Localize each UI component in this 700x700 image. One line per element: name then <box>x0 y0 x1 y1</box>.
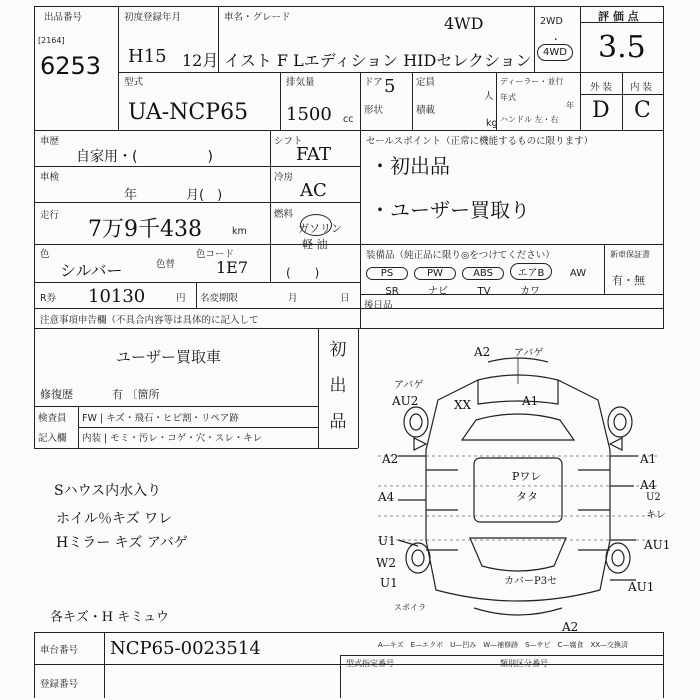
recycle-label: R券 <box>40 293 57 304</box>
name-change-day: 日 <box>340 293 350 304</box>
model-year-label: 年式 <box>500 93 516 102</box>
damage-right-kire: キレ <box>646 510 666 521</box>
inspection-month: 月( ) <box>186 188 223 203</box>
inspector-label-2: 記入欄 <box>38 433 67 444</box>
equipment-item: PS <box>366 267 408 280</box>
lot-label: 出品番号 <box>44 12 83 23</box>
int-value: C <box>634 98 651 123</box>
carname-value: イスト F Lエディション HIDセレクション <box>224 51 532 70</box>
damage-top-right: アバゲ <box>514 348 544 359</box>
shape-label: 形状 <box>364 105 384 116</box>
sales-point-1: ・初出品 <box>370 154 450 178</box>
model-value: UA-NCP65 <box>128 100 249 125</box>
damage-left-upper-code: AU2 <box>392 394 419 408</box>
damage-legend: A—キズ E—エクボ U—凹み W—補修跡 S—サビ C—腐食 XX—交換済 <box>378 641 629 649</box>
sales-point-2: ・ユーザー買取り <box>370 198 530 222</box>
cc-unit: cc <box>343 114 354 125</box>
damage-left-u1: U1 <box>378 534 396 548</box>
cc-value: 1500 <box>286 104 332 125</box>
damage-left-w2: W2 <box>376 556 396 570</box>
ac-label: 冷房 <box>274 172 294 183</box>
damage-left-upper-x: XX <box>454 398 472 412</box>
fuel-diesel: 軽 油 <box>302 238 328 251</box>
damage-front: A1 <box>522 394 539 408</box>
damage-bottom: A2 <box>562 620 579 634</box>
damage-right-u2: U2 <box>646 492 661 503</box>
damage-right-au1: AU1 <box>644 538 671 552</box>
inspection-label: 車検 <box>40 172 60 183</box>
drive-dot: ・ <box>551 35 561 46</box>
shift-label: シフト <box>274 136 303 147</box>
damage-rear-cover: カバーP3セ <box>504 576 558 587</box>
carname-label: 車名・グレード <box>224 12 291 23</box>
inspector-row-2: 内装 | モミ・汚レ・コゲ・穴・スレ・キレ <box>82 433 263 444</box>
handwritten-note-1: Sハウス内水入り <box>54 483 162 499</box>
chassis-value: NCP65-0023514 <box>110 638 261 659</box>
color-paren: ( ) <box>286 266 320 280</box>
inspection-year: 年 <box>124 188 138 203</box>
stamp-char-2: 出 <box>329 376 347 396</box>
equipment-item: カワ <box>520 286 540 297</box>
equipment-item: PW <box>414 267 456 280</box>
ac-value: AC <box>300 180 327 201</box>
lot-code: [2164] <box>38 36 65 45</box>
recycle-value: 10130 <box>88 286 146 307</box>
handle-label: ハンドル 左・右 <box>500 115 559 124</box>
inspector-row-1: FW | キズ・飛石・ヒビ割・リペア跡 <box>82 413 239 424</box>
first-listing-stamp <box>320 332 356 444</box>
fuel-circle <box>300 214 332 236</box>
dealer-label: ディーラー・並行 <box>500 77 564 86</box>
repair-label: 修復歴 <box>40 388 73 401</box>
equipment-item: TV <box>477 286 491 297</box>
load-label: 積載 <box>416 105 436 116</box>
equipment-item: エアB <box>510 263 552 280</box>
rating-label: 評 価 点 <box>598 10 639 23</box>
accessories-label: 後日品 <box>364 300 393 311</box>
capacity-unit: 人 <box>484 91 494 102</box>
handwritten-note-4: 各キズ・H キミュウ <box>50 610 169 625</box>
model-label: 型式 <box>124 77 144 88</box>
damage-right-a4: A4 <box>640 478 657 492</box>
equipment-row-1 <box>366 261 604 280</box>
color-value: シルバー <box>60 261 123 280</box>
history-value: 自家用・( ) <box>76 149 213 165</box>
warranty-value: 有・無 <box>612 274 645 287</box>
lot-number: 6253 <box>40 52 102 80</box>
drive-4wd: 4WD <box>537 44 573 61</box>
int-label: 内 装 <box>630 82 653 93</box>
equipment-item: ナビ <box>428 286 448 297</box>
capacity-label: 定員 <box>416 77 436 88</box>
color-code-label: 色コード <box>196 249 235 260</box>
color-change-label: 色替 <box>156 259 176 270</box>
damage-right-a1: A1 <box>640 452 657 466</box>
drive-value: 4WD <box>444 14 484 33</box>
rating-value: 3.5 <box>598 30 646 65</box>
type-designation-label: 型式指定番号 <box>346 659 394 668</box>
registration-label: 登録番号 <box>40 679 79 690</box>
notes-label: 注意事項申告欄（不具合内容等は具体的に記入して <box>40 315 259 326</box>
damage-center-2: タタ <box>516 490 538 503</box>
damage-left-a4: A4 <box>378 490 395 504</box>
name-change-label: 名変期限 <box>200 293 239 304</box>
first-reg-month: 12月 <box>182 51 219 70</box>
equipment-label: 装備品（純正品に限り◎をつけてください） <box>366 250 555 261</box>
name-change-month: 月 <box>288 293 298 304</box>
mileage-unit: km <box>232 226 247 237</box>
cc-label: 排気量 <box>286 77 315 88</box>
damage-left-upper-note: アバゲ <box>394 380 424 391</box>
equipment-item: AW <box>569 268 587 279</box>
sales-label: セールスポイント（正常に機能するものに限ります） <box>366 136 594 147</box>
first-reg-year: H15 <box>128 46 167 67</box>
handwritten-note-2: ホイル％キズ ワレ <box>56 511 173 527</box>
year-unit: 年 <box>566 101 574 110</box>
equipment-item: SR <box>385 286 399 297</box>
class-number-label: 類別区分番号 <box>500 659 548 668</box>
chassis-label: 車台番号 <box>40 645 79 656</box>
fuel-gasoline: ガソリン <box>298 222 342 235</box>
damage-left-u1b: U1 <box>380 576 398 590</box>
shift-value: FAT <box>296 144 331 165</box>
stamp-char-1: 初 <box>329 340 347 360</box>
ext-label: 外 装 <box>590 82 613 93</box>
drive-2wd: 2WD <box>540 16 563 27</box>
history-label: 車歴 <box>40 136 60 147</box>
damage-left-a2: A2 <box>382 452 399 466</box>
damage-top: A2 <box>474 345 491 359</box>
equipment-item: ABS <box>462 267 504 280</box>
damage-right-au1b: AU1 <box>628 580 655 594</box>
ext-value: D <box>592 98 610 123</box>
repair-value: 有 〔箇所 <box>112 388 160 401</box>
equipment-row-2 <box>372 279 556 298</box>
damage-left-spoiler: スポイラ <box>394 603 426 612</box>
damage-center-1: Pワレ <box>512 470 542 483</box>
notes-value: ユーザー買取車 <box>116 348 222 366</box>
mileage-value: 7万9千438 <box>88 217 202 242</box>
color-label: 色 <box>40 249 50 260</box>
warranty-label: 新車保証書 <box>610 250 650 259</box>
color-code-value: 1E7 <box>216 258 249 277</box>
mileage-label: 走行 <box>40 210 60 221</box>
doors-value: 5 <box>384 76 396 97</box>
handwritten-note-3: Hミラー キズ アバゲ <box>56 535 188 551</box>
load-unit: kg <box>486 118 498 129</box>
fuel-label: 燃料 <box>274 209 294 220</box>
inspector-label-1: 検査員 <box>38 413 67 424</box>
recycle-unit: 円 <box>176 293 186 304</box>
stamp-char-3: 品 <box>329 412 347 432</box>
first-reg-label: 初度登録年月 <box>124 12 182 23</box>
doors-label: ドア <box>364 77 383 88</box>
